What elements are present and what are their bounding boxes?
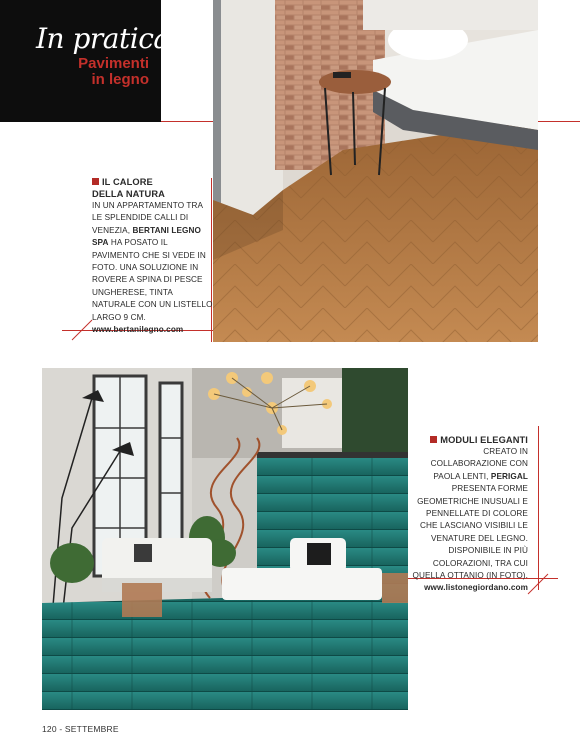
cross-mark-2: [526, 572, 550, 596]
guide-line-top-right: [538, 121, 580, 122]
section-script-title: In pratica: [36, 22, 170, 55]
subtitle-line-2: in legno: [91, 71, 149, 88]
link-bertani[interactable]: www.bertanilegno.com: [92, 325, 184, 335]
caption-bertani-title: IL CALORE DELLA NATURA: [92, 177, 165, 199]
brand-perigal: PERIGAL: [490, 471, 528, 481]
living-room-illustration: [42, 368, 408, 710]
caption-bertani-body: IN UN APPARTAMENTO TRA LE SPLENDIDE CALLI DI VENEZIA, BERTANI LEGNO SPA HA POSATO IL PAVIMENTO CHE SI VEDE IN FOTO. UNA SOLUZIONE IN ROVERE A SPINA DI PESCE UNGHERESE, TINTA NATURALE CON UN LISTELLO LARGO 9 CM.: [92, 201, 213, 322]
caption-bertani: [92, 176, 214, 336]
subtitle-line-1: Pavimenti: [78, 55, 149, 72]
photo-living-teal-floor: [42, 368, 408, 710]
caption-perigal-title: MODULI ELEGANTI: [410, 434, 528, 446]
page-footer: 120 - SETTEMBRE: [42, 724, 119, 734]
cross-mark-1: [70, 318, 94, 342]
photo-bedroom-oak-floor: [213, 0, 538, 342]
bedroom-illustration: [213, 0, 538, 342]
red-square-icon: [92, 178, 99, 185]
guide-line-cap2-vertical: [538, 426, 539, 590]
link-listone-giordano[interactable]: www.listonegiordano.com: [424, 583, 528, 593]
guide-line-top-left: [161, 121, 213, 122]
brand-bertani: BERTANI LEGNO SPA: [92, 225, 201, 248]
red-square-icon: [430, 436, 437, 443]
section-subtitle: [78, 56, 149, 88]
section-header: [0, 0, 170, 122]
caption-perigal: [410, 434, 528, 595]
caption-perigal-body: CREATO IN COLLABORAZIONE CON PAOLA LENTI, PERIGAL PRESENTA FORME GEOMETRICHE INUSUALI E PENNELLATE DI COLORE CHE LASCIANO VISIBILI LE VENATURE DEL LEGNO. DISPONIBILE IN PIÙ COLORAZIONI, TRA CUI QUELLA OTTANIO (IN FOTO).: [412, 447, 528, 581]
